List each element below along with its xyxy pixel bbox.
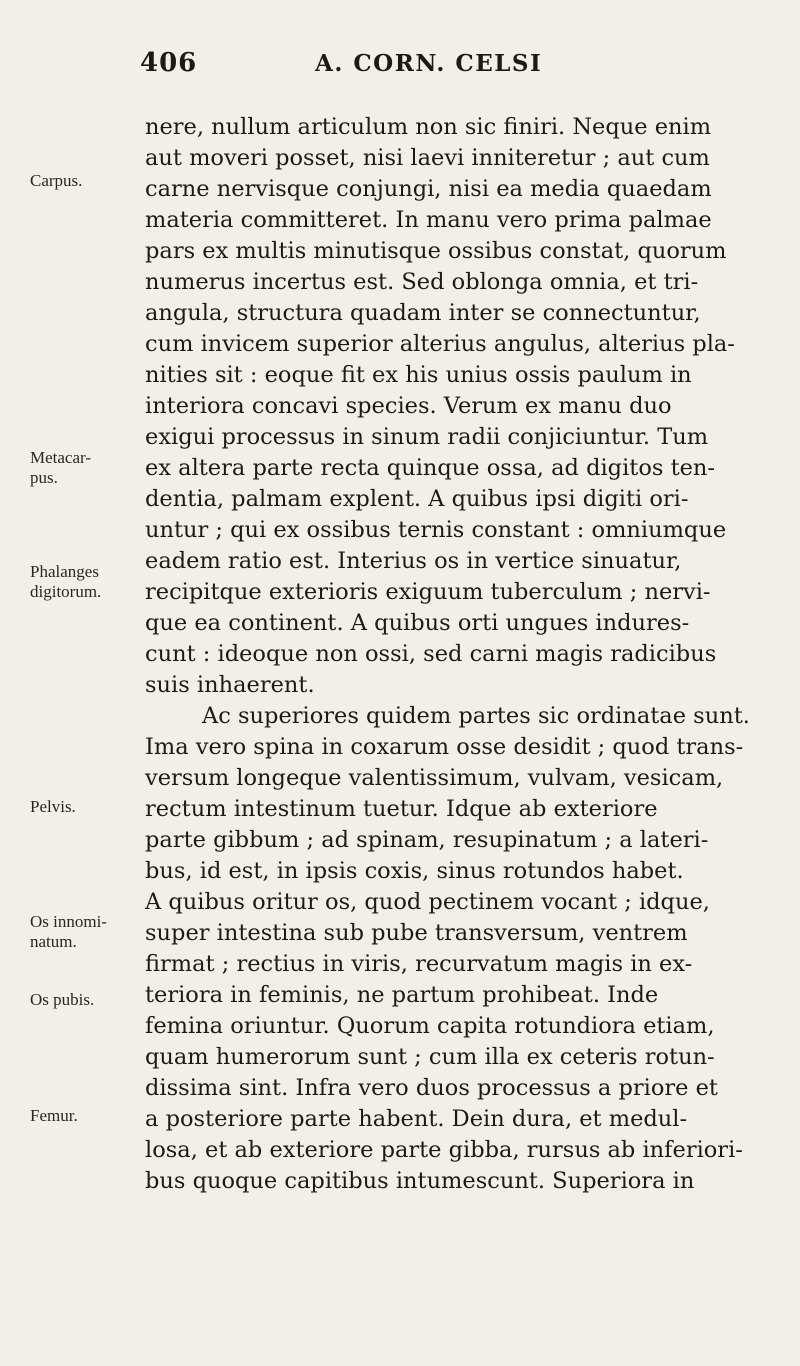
text-line: numerus incertus est. Sed oblonga omnia, et tri- [145, 269, 699, 295]
text-line: quam humerorum sunt ; cum illa ex ceteris rotun- [145, 1044, 715, 1070]
text-line: a posteriore parte habent. Dein dura, et medul- [145, 1106, 688, 1132]
text-line: ex altera parte recta quinque ossa, ad digitos ten- [145, 455, 716, 481]
text-line: teriora in feminis, ne partum prohibeat. Inde [145, 982, 659, 1008]
running-title: A. CORN. CELSI [315, 50, 543, 77]
text-line: angula, structura quadam inter se connectuntur, [145, 300, 701, 326]
page-number: 406 [140, 48, 198, 78]
text-line: cum invicem superior alterius angulus, alterius pla- [145, 331, 735, 357]
text-line: parte gibbum ; ad spinam, resupinatum ; a lateri- [145, 827, 709, 853]
text-line: eadem ratio est. Interius os in vertice sinuatur, [145, 548, 682, 574]
text-line: carne nervisque conjungi, nisi ea media quaedam [145, 176, 712, 202]
text-line: aut moveri posset, nisi laevi inniteretur ; aut cum [145, 145, 710, 171]
text-line: rectum intestinum tuetur. Idque ab exteriore [145, 796, 658, 822]
text-line: versum longeque valentissimum, vulvam, vesicam, [145, 765, 724, 791]
text-line: dentia, palmam explent. A quibus ipsi digiti ori- [145, 486, 689, 512]
margin-note-carpus: Carpus. [30, 171, 83, 190]
margin-note-os-pubis: Os pubis. [30, 990, 95, 1009]
text-line: bus quoque capitibus intumescunt. Superiora in [145, 1168, 695, 1194]
page-header [140, 48, 620, 88]
text-line: bus, id est, in ipsis coxis, sinus rotundos habet. [145, 858, 684, 884]
text-line: A quibus oritur os, quod pectinem vocant ; idque, [145, 889, 710, 915]
margin-note-metacarpus: Metacar- pus. [30, 448, 92, 488]
text-line: pars ex multis minutisque ossibus constat, quorum [145, 238, 727, 264]
text-line: losa, et ab exteriore parte gibba, rursus ab inferiori- [145, 1137, 743, 1163]
text-line: nities sit : eoque fit ex his unius ossis paulum in [145, 362, 692, 388]
margin-note-os-innominatum: Os innomi- natum. [30, 912, 107, 952]
text-line: suis inhaerent. [145, 672, 315, 698]
text-line: materia committeret. In manu vero prima palmae [145, 207, 712, 233]
margin-note-pelvis: Pelvis. [30, 797, 76, 816]
text-line: dissima sint. Infra vero duos processus a priore et [145, 1075, 718, 1101]
text-line: que ea continent. A quibus orti ungues indures- [145, 610, 690, 636]
text-line: recipitque exterioris exiguum tuberculum ; nervi- [145, 579, 711, 605]
text-line: super intestina sub pube transversum, ventrem [145, 920, 688, 946]
text-line: Ac superiores quidem partes sic ordinatae sunt. [202, 703, 750, 729]
margin-note-femur: Femur. [30, 1106, 78, 1125]
text-line: femina oriuntur. Quorum capita rotundiora etiam, [145, 1013, 715, 1039]
text-line: cunt : ideoque non ossi, sed carni magis radicibus [145, 641, 717, 667]
text-line: exigui processus in sinum radii conjiciuntur. Tum [145, 424, 709, 450]
text-line: nere, nullum articulum non sic finiri. Neque enim [145, 114, 712, 140]
text-line: firmat ; rectius in viris, recurvatum magis in ex- [145, 951, 693, 977]
text-line: interiora concavi species. Verum ex manu duo [145, 393, 672, 419]
text-line: Ima vero spina in coxarum osse desidit ; quod trans- [145, 734, 744, 760]
margin-note-phalanges: Phalanges digitorum. [30, 562, 102, 602]
text-line: untur ; qui ex ossibus ternis constant : omniumque [145, 517, 727, 543]
